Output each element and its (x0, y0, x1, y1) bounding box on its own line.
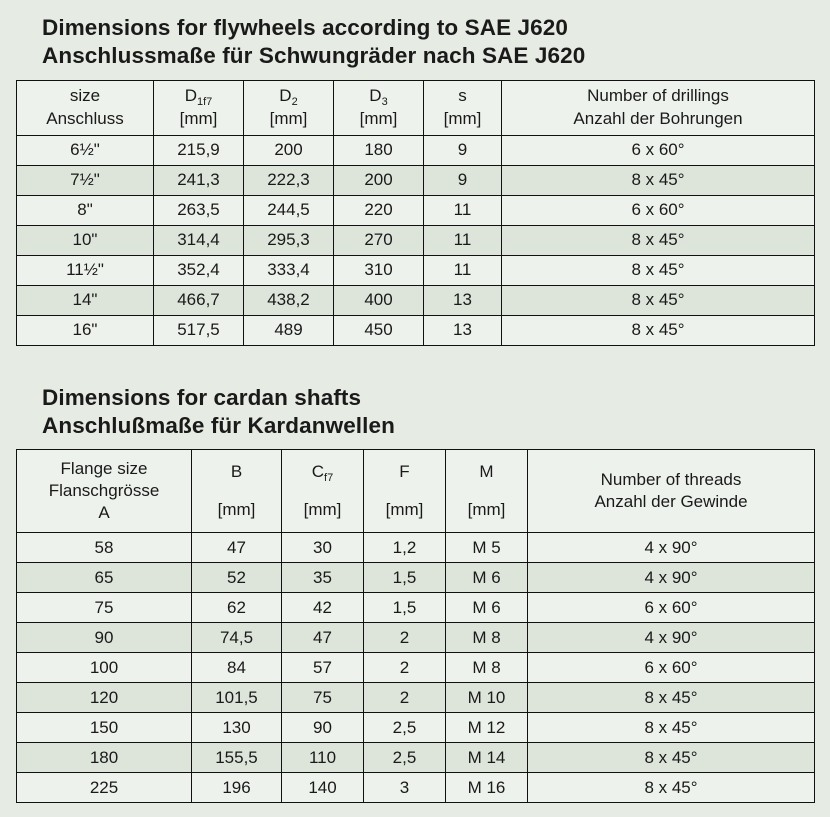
cell-d2: 489 (244, 315, 334, 345)
cell-d3: 400 (334, 285, 424, 315)
cardan-table-body (17, 533, 815, 803)
table-row (17, 653, 815, 683)
cell-f: 3 (364, 773, 446, 803)
flywheel-title-de: Anschlussmaße für Schwungräder nach SAE J620 (42, 43, 586, 69)
header-d3-unit: [mm] (359, 108, 398, 128)
cell-b: 47 (192, 533, 282, 563)
header-threads (528, 450, 815, 533)
cell-m: M 6 (446, 593, 528, 623)
cell-m: M 8 (446, 623, 528, 653)
header-f-unit: [mm] (385, 500, 424, 520)
header-flange-size-de: Flanschgrösse (48, 481, 160, 501)
cell-d1f7: 352,4 (154, 255, 244, 285)
cell-m: M 16 (446, 773, 528, 803)
cell-size: 11½" (17, 255, 154, 285)
header-flange-size-symbol: A (98, 503, 110, 523)
header-b-symbol: B (230, 462, 243, 482)
cell-d1f7: 517,5 (154, 315, 244, 345)
cell-s: 9 (424, 165, 502, 195)
header-m-unit: [mm] (467, 500, 506, 520)
cell-b: 74,5 (192, 623, 282, 653)
header-d3 (334, 80, 424, 135)
cell-f: 2 (364, 683, 446, 713)
cell-size: 8" (17, 195, 154, 225)
table-row (17, 533, 815, 563)
cardan-table (16, 449, 815, 803)
cell-drillings: 8 x 45° (502, 315, 815, 345)
table-row (17, 773, 815, 803)
cell-d3: 180 (334, 135, 424, 165)
cell-flange-size: 180 (17, 743, 192, 773)
cell-f: 2 (364, 623, 446, 653)
cell-cf7: 75 (282, 683, 364, 713)
cell-d2: 438,2 (244, 285, 334, 315)
header-d3-symbol: $D_3$ (369, 85, 388, 108)
header-drillings (502, 80, 815, 135)
flywheel-table-body (17, 135, 815, 345)
header-d2-symbol: $D_2$ (279, 85, 298, 108)
header-s (424, 80, 502, 135)
cell-threads: 4 x 90° (528, 623, 815, 653)
cell-m: M 6 (446, 563, 528, 593)
cell-threads: 8 x 45° (528, 773, 815, 803)
header-d1f7-unit: [mm] (179, 108, 218, 128)
header-threads-de: Anzahl der Gewinde (594, 492, 748, 512)
cell-d2: 200 (244, 135, 334, 165)
header-size (17, 80, 154, 135)
cell-cf7: 35 (282, 563, 364, 593)
cell-s: 13 (424, 315, 502, 345)
cardan-titles (16, 384, 814, 441)
header-drillings-de: Anzahl der Bohrungen (573, 108, 743, 128)
header-threads-en: Number of threads (600, 470, 742, 490)
flywheel-dimensions-section (16, 14, 814, 346)
cell-flange-size: 120 (17, 683, 192, 713)
cell-flange-size: 100 (17, 653, 192, 683)
cell-drillings: 6 x 60° (502, 135, 815, 165)
cell-d3: 200 (334, 165, 424, 195)
cell-b: 52 (192, 563, 282, 593)
cell-d2: 333,4 (244, 255, 334, 285)
header-d2-unit: [mm] (269, 108, 308, 128)
header-cf7-symbol: $C_{f7}$ (311, 462, 334, 485)
table-row (17, 225, 815, 255)
cell-threads: 6 x 60° (528, 653, 815, 683)
cell-f: 1,5 (364, 563, 446, 593)
cell-m: M 5 (446, 533, 528, 563)
cell-cf7: 30 (282, 533, 364, 563)
cell-d1f7: 314,4 (154, 225, 244, 255)
table-row (17, 623, 815, 653)
cell-d3: 450 (334, 315, 424, 345)
cell-flange-size: 225 (17, 773, 192, 803)
header-size-en: size (69, 85, 101, 105)
table-row (17, 255, 815, 285)
cell-s: 11 (424, 255, 502, 285)
cell-b: 155,5 (192, 743, 282, 773)
cell-f: 2 (364, 653, 446, 683)
header-b (192, 450, 282, 533)
cardan-shaft-dimensions-section (16, 384, 814, 804)
header-m-symbol: M (479, 462, 494, 482)
cell-s: 11 (424, 195, 502, 225)
cell-size: 14" (17, 285, 154, 315)
header-d1f7-symbol: $D_{1f7}$ (184, 85, 213, 108)
header-f-symbol: F (399, 462, 410, 482)
cell-m: M 12 (446, 713, 528, 743)
cardan-title-en: Dimensions for cardan shafts (42, 384, 362, 410)
cell-drillings: 8 x 45° (502, 285, 815, 315)
header-s-unit: [mm] (443, 108, 482, 128)
flywheel-titles (16, 14, 814, 71)
table-row (17, 713, 815, 743)
table-header-row (17, 80, 815, 135)
table-row (17, 165, 815, 195)
table-row (17, 315, 815, 345)
cell-drillings: 6 x 60° (502, 195, 815, 225)
cell-d2: 244,5 (244, 195, 334, 225)
cell-cf7: 42 (282, 593, 364, 623)
cell-d1f7: 466,7 (154, 285, 244, 315)
section-divider-space (16, 364, 814, 384)
cell-threads: 4 x 90° (528, 533, 815, 563)
cell-size: 7½" (17, 165, 154, 195)
cell-b: 196 (192, 773, 282, 803)
table-row (17, 593, 815, 623)
cell-cf7: 110 (282, 743, 364, 773)
table-row (17, 563, 815, 593)
header-drillings-en: Number of drillings (587, 85, 729, 105)
table-row (17, 683, 815, 713)
cell-size: 16" (17, 315, 154, 345)
cell-threads: 8 x 45° (528, 683, 815, 713)
flywheel-title-en: Dimensions for flywheels according to SAE J620 (42, 15, 568, 40)
cell-threads: 8 x 45° (528, 743, 815, 773)
cell-d1f7: 215,9 (154, 135, 244, 165)
flywheel-table-head (17, 80, 815, 135)
cell-drillings: 8 x 45° (502, 255, 815, 285)
cell-b: 62 (192, 593, 282, 623)
header-s-symbol: s (458, 85, 467, 105)
cell-d3: 220 (334, 195, 424, 225)
header-d1f7 (154, 80, 244, 135)
cell-d3: 310 (334, 255, 424, 285)
cell-flange-size: 65 (17, 563, 192, 593)
table-row (17, 195, 815, 225)
cell-cf7: 140 (282, 773, 364, 803)
flywheel-table (16, 80, 815, 346)
cell-flange-size: 150 (17, 713, 192, 743)
cell-size: 10" (17, 225, 154, 255)
table-row (17, 285, 815, 315)
cell-b: 101,5 (192, 683, 282, 713)
header-cf7 (282, 450, 364, 533)
cell-m: M 10 (446, 683, 528, 713)
header-d2 (244, 80, 334, 135)
cell-flange-size: 90 (17, 623, 192, 653)
header-flange-size-en: Flange size (60, 459, 148, 479)
cell-b: 84 (192, 653, 282, 683)
cell-flange-size: 58 (17, 533, 192, 563)
cell-f: 1,2 (364, 533, 446, 563)
cell-f: 2,5 (364, 713, 446, 743)
cell-flange-size: 75 (17, 593, 192, 623)
table-header-row (17, 450, 815, 533)
cell-threads: 8 x 45° (528, 713, 815, 743)
cell-s: 13 (424, 285, 502, 315)
cardan-table-head (17, 450, 815, 533)
header-b-unit: [mm] (217, 500, 256, 520)
cell-f: 2,5 (364, 743, 446, 773)
cell-drillings: 8 x 45° (502, 225, 815, 255)
table-row (17, 135, 815, 165)
header-m (446, 450, 528, 533)
cell-d2: 222,3 (244, 165, 334, 195)
cell-threads: 4 x 90° (528, 563, 815, 593)
cell-size: 6½" (17, 135, 154, 165)
cell-cf7: 47 (282, 623, 364, 653)
cell-d2: 295,3 (244, 225, 334, 255)
table-row (17, 743, 815, 773)
cell-d1f7: 263,5 (154, 195, 244, 225)
header-f (364, 450, 446, 533)
cell-threads: 6 x 60° (528, 593, 815, 623)
cell-d3: 270 (334, 225, 424, 255)
header-cf7-unit: [mm] (303, 500, 342, 520)
header-size-de: Anschluss (46, 108, 124, 128)
cell-b: 130 (192, 713, 282, 743)
cell-m: M 14 (446, 743, 528, 773)
cell-s: 11 (424, 225, 502, 255)
cell-s: 9 (424, 135, 502, 165)
cell-d1f7: 241,3 (154, 165, 244, 195)
cell-m: M 8 (446, 653, 528, 683)
cell-cf7: 90 (282, 713, 364, 743)
cell-drillings: 8 x 45° (502, 165, 815, 195)
header-flange-size (17, 450, 192, 533)
cell-cf7: 57 (282, 653, 364, 683)
cardan-title-de: Anschlußmaße für Kardanwellen (42, 412, 395, 438)
cell-f: 1,5 (364, 593, 446, 623)
